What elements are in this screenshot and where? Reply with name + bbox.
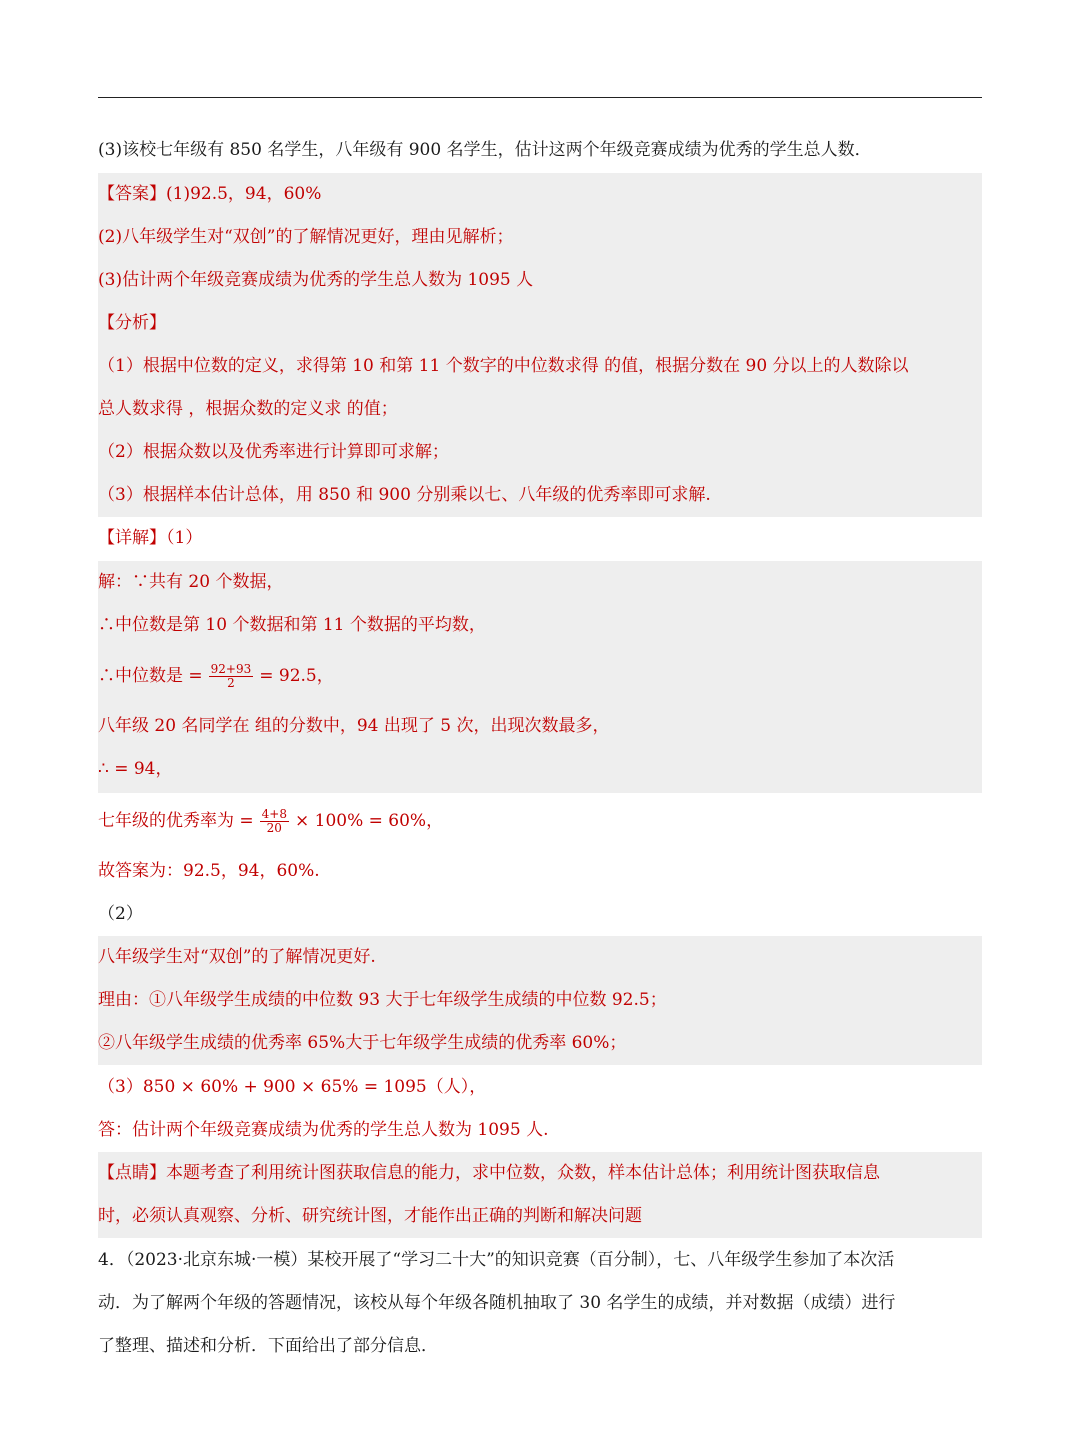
excellence-formula-result: × 100% = 60%，	[294, 811, 444, 831]
comment-line-1: 【点睛】本题考查了利用统计图获取信息的能力，求中位数，众数，样本估计总体；利用统计图获取信息	[98, 1152, 982, 1195]
detail-line-11: ②八年级学生成绩的优秀率 65%大于七年级学生成绩的优秀率 60%；	[98, 1022, 982, 1065]
detail-excellence-formula	[98, 795, 982, 847]
analysis-line-2: 总人数求得 ，根据众数的定义求 的值；	[98, 388, 982, 431]
median-fraction	[209, 663, 254, 690]
question-3-text: (3)该校七年级有 850 名学生，八年级有 900 名学生，估计这两个年级竞赛成绩为优秀的学生总人数．	[98, 140, 872, 160]
question-4-line-1: 4．（2023·北京东城·一模）某校开展了“学习二十大”的知识竞赛（百分制），七、八年级学生参加了本次活	[98, 1250, 895, 1270]
median-formula-prefix: ∴中位数是 =	[98, 666, 203, 686]
detail-line-9: 八年级学生对“双创”的了解情况更好.	[98, 936, 982, 979]
excellence-fraction-numerator: 4+8	[261, 807, 287, 821]
detail-header: 【详解】（1）	[98, 528, 203, 548]
answer-line-2: (2)八年级学生对“双创”的了解情况更好，理由见解析；	[98, 216, 982, 259]
median-fraction-denominator: 2	[227, 676, 235, 690]
question-4-line-3: 了整理、描述和分析．下面给出了部分信息．	[98, 1336, 438, 1356]
detail-median-formula	[98, 647, 982, 705]
excellence-fraction-denominator: 20	[266, 821, 282, 835]
comment-line-2: 时，必须认真观察、分析、研究统计图，才能作出正确的判断和解决问题	[98, 1195, 982, 1238]
median-fraction-numerator: 92+93	[210, 662, 252, 676]
detail-line-7: 故答案为：92.5，94，60%.	[98, 861, 320, 881]
answer-line-3: (3)估计两个年级竞赛成绩为优秀的学生总人数为 1095 人	[98, 259, 982, 302]
detail-line-1: 解：∵共有 20 个数据，	[98, 561, 982, 604]
excellence-formula-prefix: 七年级的优秀率为 =	[98, 811, 254, 831]
question-4-line-2: 动．为了解两个年级的答题情况，该校从每个年级各随机抽取了 30 名学生的成绩，并对数据（成绩）进行	[98, 1293, 896, 1313]
detail-line-13: 答：估计两个年级竞赛成绩为优秀的学生总人数为 1095 人.	[98, 1120, 549, 1140]
header-rule	[98, 97, 982, 98]
detail-line-10: 理由：①八年级学生成绩的中位数 93 大于七年级学生成绩的中位数 92.5；	[98, 979, 982, 1022]
analysis-header: 【分析】	[98, 302, 982, 345]
analysis-line-1: （1）根据中位数的定义，求得第 10 和第 11 个数字的中位数求得 的值，根据分数在 90 分以上的人数除以	[98, 345, 982, 388]
detail-line-8: （2）	[98, 904, 143, 924]
analysis-line-3: （2）根据众数以及优秀率进行计算即可求解；	[98, 431, 982, 474]
detail-line-12: （3）850 × 60% + 900 × 65% = 1095（人），	[98, 1077, 487, 1097]
detail-line-4: 八年级 20 名同学在 组的分数中，94 出现了 5 次，出现次数最多，	[98, 705, 982, 748]
analysis-line-4: （3）根据样本估计总体，用 850 和 900 分别乘以七、八年级的优秀率即可求解.	[98, 474, 982, 517]
excellence-fraction	[260, 808, 289, 835]
detail-line-5: ∴ = 94，	[98, 748, 982, 793]
median-formula-result: = 92.5，	[259, 666, 334, 686]
detail-line-2: ∴中位数是第 10 个数据和第 11 个数据的平均数，	[98, 604, 982, 647]
answer-line-1: 【答案】(1)92.5，94，60%	[98, 173, 982, 216]
